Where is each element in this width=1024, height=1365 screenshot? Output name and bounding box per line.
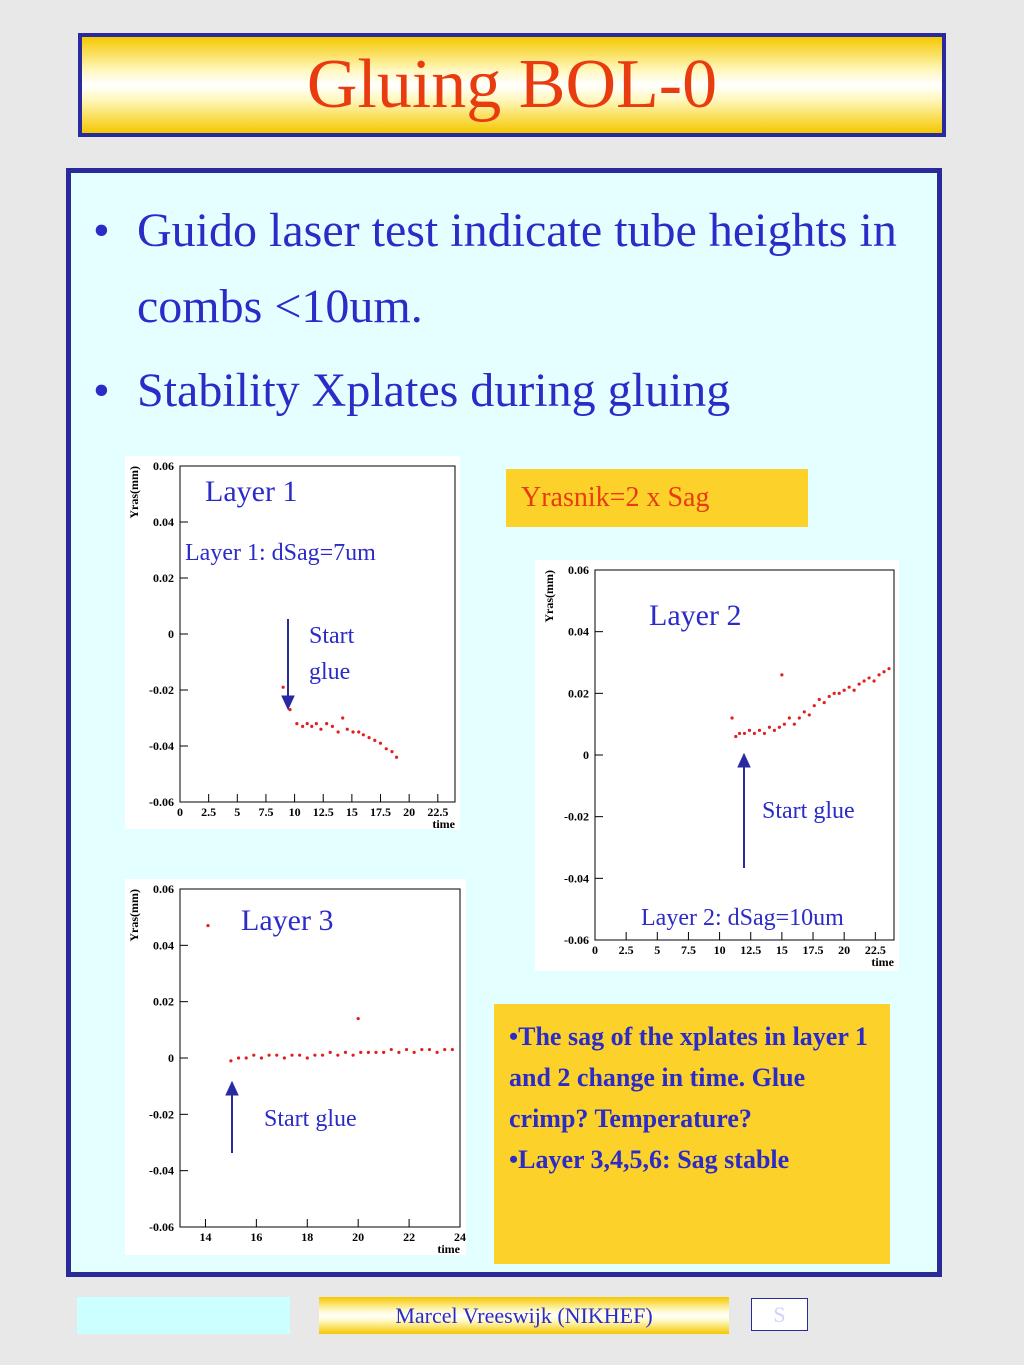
data-point [413,1051,416,1054]
data-point [337,730,340,733]
x-tick-label: 22.5 [864,943,886,957]
data-point [773,729,776,732]
y-tick-label: -0.02 [149,683,174,697]
x-tick-label: 2.5 [201,805,217,819]
data-point [252,1054,255,1057]
data-point [882,670,885,673]
data-point [329,1051,332,1054]
data-point [828,695,831,698]
y-tick-label: -0.04 [564,871,589,886]
y-tick-label: 0.02 [153,994,174,1009]
y-axis-label: Yras(mm) [542,570,556,623]
data-point [734,735,737,738]
y-axis-label: Yras(mm) [127,889,141,942]
data-point [379,742,382,745]
y-tick-label: 0.06 [568,563,589,577]
y-tick-label: -0.06 [149,1220,174,1234]
data-point [763,732,766,735]
x-tick-label: 22.5 [427,805,449,819]
footer-page-marker: S [773,1301,786,1327]
data-point [451,1048,454,1051]
data-point [793,723,796,726]
y-tick-label: 0.04 [153,938,174,953]
note-line: •Layer 3,4,5,6: Sag stable [509,1145,790,1174]
data-point [374,1051,377,1054]
data-point [336,1054,339,1057]
data-point [288,708,291,711]
x-tick-label: 16 [250,1230,263,1244]
data-point [778,726,781,729]
data-point [282,686,285,689]
footer-author: Marcel Vreeswijk (NIKHEF) [395,1302,653,1328]
footer-page-box [751,1298,808,1331]
layer1-start-glue-label: Start glue [309,623,355,685]
x-tick-label: 10 [288,805,301,819]
data-point [867,676,870,679]
note-line: •The sag of the xplates in layer 1 and 2 change in time. Glue crimp? Temperature? [509,1022,868,1133]
data-point [803,710,806,713]
data-point [382,1051,385,1054]
data-point [260,1056,263,1059]
layer2-start-glue-label: Start glue [762,798,855,824]
data-point [753,732,756,735]
data-point [877,673,880,676]
data-point [872,679,875,682]
x-tick-label: 12.5 [312,805,334,819]
y-tick-label: -0.04 [149,739,174,753]
data-point [267,1054,270,1057]
data-point [443,1048,446,1051]
data-point [351,1054,354,1057]
data-point [290,1054,293,1057]
data-point [313,1054,316,1057]
data-point [362,733,365,736]
plot-frame [180,889,460,1227]
y-tick-label: 0.02 [153,571,174,585]
data-point [823,701,826,704]
data-point [298,1054,301,1057]
data-point [357,730,360,733]
y-tick-label: 0.04 [153,515,174,529]
yrasnik-label-box [506,469,808,527]
footer-author-banner [319,1297,729,1334]
data-point [390,750,393,753]
x-tick-label: 24 [454,1230,466,1244]
y-tick-label: 0.06 [153,882,174,896]
x-axis-label: time [437,1242,460,1255]
x-tick-label: 2.5 [618,943,634,957]
y-tick-label: -0.04 [149,1163,174,1178]
y-tick-label: -0.02 [149,1107,174,1122]
data-point [395,756,398,759]
data-point [390,1048,393,1051]
layer1-chart [125,456,460,829]
data-point [331,725,334,728]
x-tick-label: 17.5 [802,943,824,957]
x-tick-label: 18 [301,1230,314,1244]
title-banner [78,33,946,137]
x-tick-label: 20 [352,1230,365,1244]
data-point [428,1048,431,1051]
bullet-dot: • [93,204,110,257]
x-tick-label: 17.5 [370,805,392,819]
data-point [357,1017,360,1020]
footer-left-block [77,1297,290,1334]
x-tick-label: 20 [838,943,851,957]
data-point [808,713,811,716]
y-tick-label: 0.04 [568,624,589,639]
data-point [748,729,751,732]
data-point [301,725,304,728]
data-point [341,716,344,719]
content-panel [66,168,942,1277]
data-point [295,722,298,725]
y-tick-label: -0.06 [564,933,589,947]
data-point [783,723,786,726]
data-point [758,729,761,732]
y-tick-label: 0 [168,627,174,641]
y-tick-label: 0 [168,1051,174,1065]
layer1-dsag-label: Layer 1: dSag=7um [185,540,376,566]
data-point [319,728,322,731]
x-tick-label: 5 [234,805,241,819]
data-point [405,1048,408,1051]
bullet-item [89,353,929,429]
x-tick-label: 20 [403,805,416,819]
x-tick-label: 22 [403,1230,416,1244]
data-point [245,1056,248,1059]
x-tick-label: 5 [654,943,661,957]
data-point [237,1056,240,1059]
slide-title: Gluing BOL-0 [306,46,718,123]
x-tick-label: 7.5 [258,805,274,819]
data-point [385,747,388,750]
y-tick-label: 0.06 [153,459,174,473]
x-axis-label: time [432,817,455,829]
data-point [346,728,349,731]
layer3-start-glue-label: Start glue [264,1106,357,1132]
data-point [344,1051,347,1054]
data-point [367,1051,370,1054]
data-point [730,716,733,719]
bullet-item [89,193,929,345]
data-point [397,1051,400,1054]
data-point [351,730,354,733]
y-tick-label: 0.02 [568,686,589,701]
plot-frame [595,570,894,940]
data-point [420,1048,423,1051]
data-point [306,722,309,725]
y-axis-label: Yras(mm) [127,466,141,519]
x-tick-label: 14 [199,1230,212,1244]
layer1-title: Layer 1 [205,475,298,508]
bullet-text: Stability Xplates during gluing [137,364,731,417]
data-point [818,698,821,701]
data-point [306,1056,309,1059]
data-point [788,716,791,719]
y-tick-label: -0.02 [564,809,589,824]
yrasnik-label: Yrasnik=2 x Sag [521,482,710,513]
x-tick-label: 15 [345,805,358,819]
layer1-plot-svg [125,456,460,829]
data-point [315,722,318,725]
data-point [367,736,370,739]
data-point [738,732,741,735]
data-point [843,689,846,692]
data-point [283,1056,286,1059]
x-tick-label: 10 [713,943,726,957]
x-axis-label: time [871,955,894,969]
data-point [858,682,861,685]
data-point [887,667,890,670]
data-point [863,679,866,682]
data-point [206,924,209,927]
data-point [813,704,816,707]
data-point [310,725,313,728]
data-point [833,692,836,695]
bullet-text: Guido laser test indicate tube heights in combs <10um. [137,204,897,333]
layer2-title: Layer 2 [649,599,742,632]
data-point [743,732,746,735]
data-point [838,692,841,695]
y-tick-label: 0 [583,748,589,762]
data-point [275,1054,278,1057]
data-point [798,716,801,719]
data-point [780,673,783,676]
data-point [853,689,856,692]
data-point [373,739,376,742]
data-point [848,686,851,689]
data-point [435,1051,438,1054]
data-point [325,722,328,725]
data-point [229,1059,232,1062]
data-point [359,1051,362,1054]
bullet-dot: • [93,364,110,417]
data-point [321,1054,324,1057]
x-tick-label: 0 [177,805,183,819]
x-tick-label: 0 [592,943,598,957]
data-point [768,726,771,729]
y-tick-label: -0.06 [149,795,174,809]
conclusion-note-box [494,1004,890,1264]
layer3-title: Layer 3 [241,904,334,937]
x-tick-label: 7.5 [680,943,696,957]
x-tick-label: 12.5 [740,943,762,957]
layer2-dsag-label: Layer 2: dSag=10um [641,905,844,931]
bullet-list [89,193,929,437]
x-tick-label: 15 [775,943,788,957]
